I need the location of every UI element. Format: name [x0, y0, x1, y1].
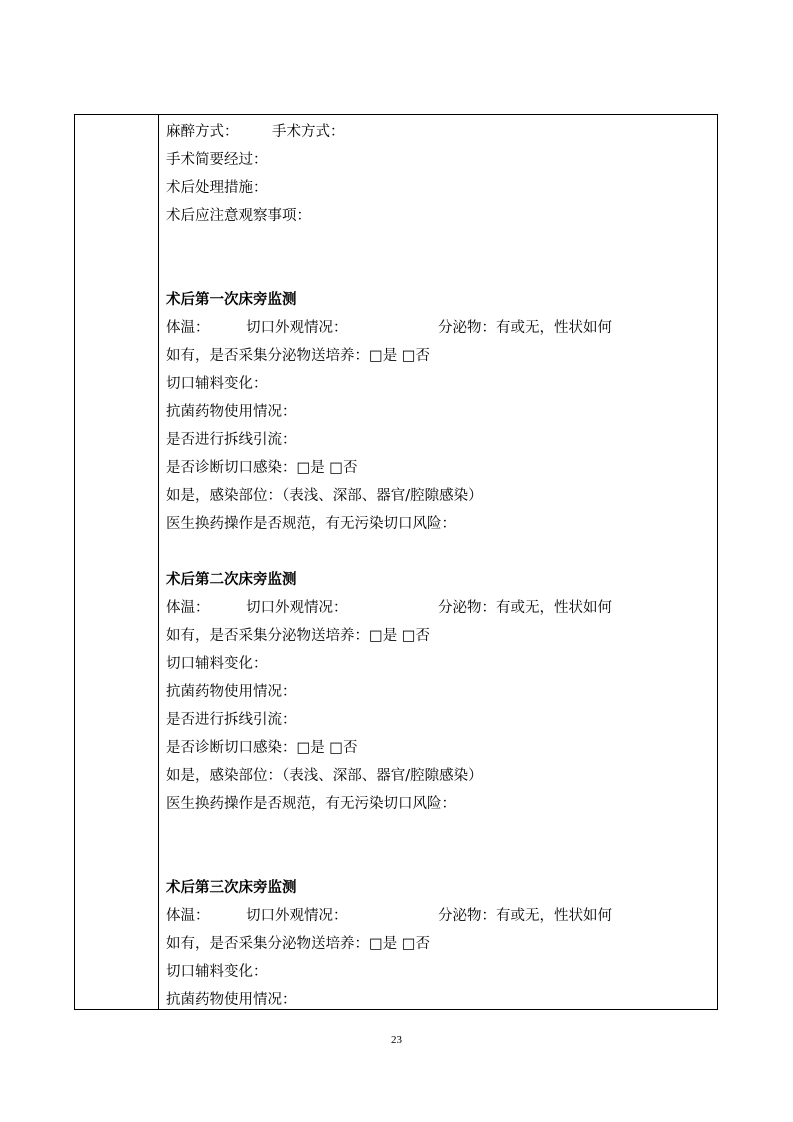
label-column — [75, 115, 159, 1009]
monitoring-1-vitals-line — [166, 314, 711, 342]
infection-site-label: 如是，感染部位：（表浅、深部、器官/腔隙感染） — [166, 488, 483, 504]
antibiotics-label: 抗菌药物使用情况： — [166, 992, 297, 1008]
anesthesia-line — [166, 118, 711, 146]
infection-site-label: 如是，感染部位：（表浅、深部、器官/腔隙感染） — [166, 768, 483, 784]
dressing-change-label: 切口辅料变化： — [166, 964, 268, 980]
dressing-standard-label: 医生换药操作是否规范，有无污染切口风险： — [166, 796, 456, 812]
monitoring-1-title: 术后第一次床旁监测 — [166, 291, 297, 308]
suture-drainage-label: 是否进行拆线引流： — [166, 712, 297, 728]
monitoring-2-title: 术后第二次床旁监测 — [166, 571, 297, 588]
culture-question: 如有，是否采集分泌物送培养：□是 □否 — [166, 348, 431, 364]
secretion-label: 分泌物：有或无，性状如何 — [438, 320, 612, 336]
infection-diagnosis-question: 是否诊断切口感染：□是 □否 — [166, 740, 358, 756]
monitoring-3-vitals-line — [166, 902, 711, 930]
postop-measures-label: 术后处理措施： — [166, 180, 268, 196]
dressing-standard-label: 医生换药操作是否规范，有无污染切口风险： — [166, 516, 456, 532]
incision-appearance-label: 切口外观情况： — [246, 320, 348, 336]
temperature-label: 体温： — [166, 320, 210, 336]
incision-appearance-label: 切口外观情况： — [246, 908, 348, 924]
antibiotics-label: 抗菌药物使用情况： — [166, 684, 297, 700]
temperature-label: 体温： — [166, 600, 210, 616]
monitoring-2-vitals-line — [166, 594, 711, 622]
temperature-label: 体温： — [166, 908, 210, 924]
observation-notes-label: 术后应注意观察事项： — [166, 208, 311, 224]
page-number: 23 — [391, 1034, 402, 1046]
dressing-change-label: 切口辅料变化： — [166, 376, 268, 392]
form-table — [74, 114, 718, 1010]
suture-drainage-label: 是否进行拆线引流： — [166, 432, 297, 448]
monitoring-3-title: 术后第三次床旁监测 — [166, 879, 297, 896]
anesthesia-label: 麻醉方式： — [166, 124, 239, 140]
surgery-method-label: 手术方式： — [272, 124, 345, 140]
dressing-change-label: 切口辅料变化： — [166, 656, 268, 672]
infection-diagnosis-question: 是否诊断切口感染：□是 □否 — [166, 460, 358, 476]
surgery-summary-label: 手术简要经过： — [166, 152, 268, 168]
incision-appearance-label: 切口外观情况： — [246, 600, 348, 616]
antibiotics-label: 抗菌药物使用情况： — [166, 404, 297, 420]
culture-question: 如有，是否采集分泌物送培养：□是 □否 — [166, 628, 431, 644]
secretion-label: 分泌物：有或无，性状如何 — [438, 908, 612, 924]
secretion-label: 分泌物：有或无，性状如何 — [438, 600, 612, 616]
culture-question: 如有，是否采集分泌物送培养：□是 □否 — [166, 936, 431, 952]
content-column — [166, 118, 711, 1014]
